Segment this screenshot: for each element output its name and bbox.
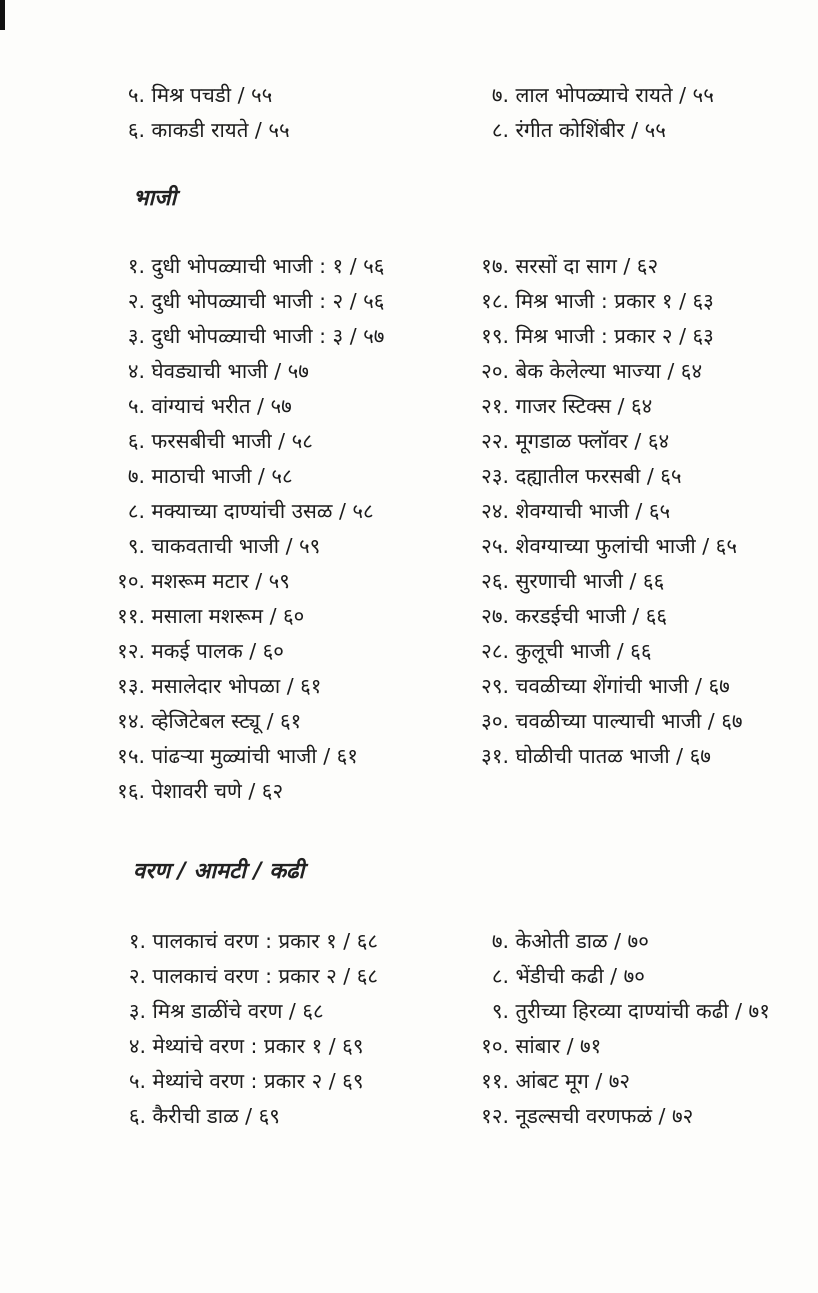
list-item: २३. दह्यातील फरसबी / ६५ bbox=[481, 464, 682, 488]
list-item: ३१. घोळीची पातळ भाजी / ६७ bbox=[481, 744, 711, 768]
list-item: ४. मेथ्यांचे वरण : प्रकार १ / ६९ bbox=[128, 1034, 364, 1058]
list-item: ६. फरसबीची भाजी / ५८ bbox=[127, 429, 313, 453]
list-item: ९. तुरीच्या हिरव्या दाण्यांची कढी / ७१ bbox=[491, 999, 770, 1023]
list-left-column bbox=[111, 249, 384, 809]
list-item: २२. मूगडाळ फ्लॉवर / ६४ bbox=[481, 429, 670, 453]
list-right-column bbox=[465, 924, 770, 1134]
list-right-column bbox=[465, 249, 743, 774]
list-item: २८. कुलूची भाजी / ६६ bbox=[481, 639, 652, 663]
list-item: १. पालकाचं वरण : प्रकार १ / ६८ bbox=[128, 929, 379, 953]
list-item: ८. मक्याच्या दाण्यांची उसळ / ५८ bbox=[127, 499, 374, 523]
list-item: ६. काकडी रायते / ५५ bbox=[127, 118, 290, 142]
list-item: १५. पांढऱ्या मुळ्यांची भाजी / ६१ bbox=[117, 744, 358, 768]
list-item: ३०. चवळीच्या पाल्याची भाजी / ६७ bbox=[481, 709, 743, 733]
list-item: ११. मसाला मशरूम / ६० bbox=[117, 604, 305, 628]
list-item: १९. मिश्र भाजी : प्रकार २ / ६३ bbox=[481, 324, 714, 348]
list-item: ७. माठाची भाजी / ५८ bbox=[127, 464, 293, 488]
list-item: १२. नूडल्सची वरणफळं / ७२ bbox=[481, 1104, 694, 1128]
list-item: २. पालकाचं वरण : प्रकार २ / ६८ bbox=[128, 964, 379, 988]
list-item: १४. व्हेजिटेबल स्ट्यू / ६१ bbox=[117, 709, 302, 733]
list-item: १. दुधी भोपळ्याची भाजी : १ / ५६ bbox=[127, 254, 385, 278]
list-right-column bbox=[465, 78, 714, 148]
list-item: ८. रंगीत कोशिंबीर / ५५ bbox=[491, 118, 666, 142]
list-item: २७. करडईची भाजी / ६६ bbox=[481, 604, 668, 628]
list-item: ७. केओती डाळ / ७० bbox=[491, 929, 649, 953]
list-item: २१. गाजर स्टिक्स / ६४ bbox=[481, 394, 653, 418]
list-left-column bbox=[111, 78, 290, 148]
list-item: १८. मिश्र भाजी : प्रकार १ / ६३ bbox=[481, 289, 714, 313]
page-edge-mark bbox=[0, 0, 5, 30]
list-left-column bbox=[100, 924, 378, 1134]
list-item: ५. वांग्याचं भरीत / ५७ bbox=[127, 394, 292, 418]
list-item: ६. कैरीची डाळ / ६९ bbox=[128, 1104, 280, 1128]
list-item: ८. भेंडीची कढी / ७० bbox=[491, 964, 645, 988]
list-item: १३. मसालेदार भोपळा / ६१ bbox=[117, 674, 322, 698]
list-item: ३. दुधी भोपळ्याची भाजी : ३ / ५७ bbox=[127, 324, 385, 348]
list-item: १२. मकई पालक / ६० bbox=[117, 639, 284, 663]
list-item: १०. सांबार / ७१ bbox=[481, 1034, 602, 1058]
list-item: ५. मेथ्यांचे वरण : प्रकार २ / ६९ bbox=[128, 1069, 364, 1093]
list-item: ४. घेवड्याची भाजी / ५७ bbox=[127, 359, 309, 383]
section-heading: भाजी bbox=[133, 186, 177, 211]
list-item: ७. लाल भोपळ्याचे रायते / ५५ bbox=[491, 83, 714, 107]
list-item: २०. बेक केलेल्या भाज्या / ६४ bbox=[481, 359, 703, 383]
list-item: ९. चाकवताची भाजी / ५९ bbox=[127, 534, 321, 558]
list-item: ३. मिश्र डाळींचे वरण / ६८ bbox=[128, 999, 324, 1023]
list-item: २९. चवळीच्या शेंगांची भाजी / ६७ bbox=[481, 674, 730, 698]
list-item: ५. मिश्र पचडी / ५५ bbox=[127, 83, 273, 107]
list-item: १०. मशरूम मटार / ५९ bbox=[117, 569, 290, 593]
list-item: २. दुधी भोपळ्याची भाजी : २ / ५६ bbox=[127, 289, 385, 313]
section-heading: वरण / आमटी / कढी bbox=[133, 859, 305, 884]
list-item: २४. शेवग्याची भाजी / ६५ bbox=[481, 499, 671, 523]
list-item: २६. सुरणाची भाजी / ६६ bbox=[481, 569, 665, 593]
list-item: २५. शेवग्याच्या फुलांची भाजी / ६५ bbox=[481, 534, 738, 558]
list-item: ११. आंबट मूग / ७२ bbox=[481, 1069, 631, 1093]
list-item: १७. सरसों दा साग / ६२ bbox=[481, 254, 659, 278]
list-item: १६. पेशावरी चणे / ६२ bbox=[117, 779, 284, 803]
